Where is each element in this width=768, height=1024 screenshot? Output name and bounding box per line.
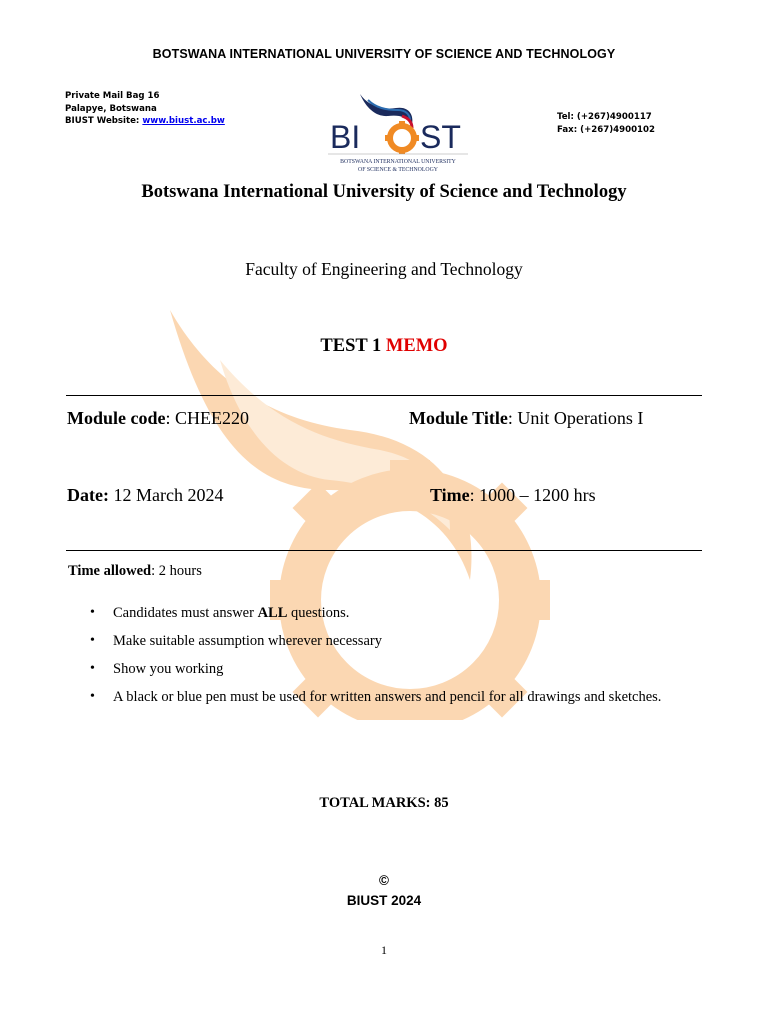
module-code (67, 408, 249, 429)
exam-date (67, 485, 223, 506)
memo-label: MEMO (385, 336, 448, 356)
bottom-divider (66, 550, 702, 551)
time-label: Time (430, 485, 470, 505)
website-line (65, 115, 225, 128)
website-link[interactable]: www.biust.ac.bw (142, 116, 225, 126)
date-value: 12 March 2024 (108, 485, 224, 505)
instruction-emphasis: ALL (257, 605, 288, 621)
logo-gear (390, 126, 414, 150)
logo-caption-1: BOTSWANA INTERNATIONAL UNIVERSITY (340, 159, 456, 165)
instruction-item: • Show you working (90, 658, 661, 686)
module-title (409, 408, 643, 429)
copyright-text: BIUST 2024 (346, 893, 422, 908)
address-block (65, 90, 225, 128)
page-number: 1 (381, 943, 387, 957)
fax-line: Fax: (+267)4900102 (557, 125, 655, 135)
top-title: BOTSWANA INTERNATIONAL UNIVERSITY OF SCIENCE AND TECHNOLOGY (152, 47, 616, 61)
time-allowed-label: Time allowed (68, 563, 152, 579)
university-name: Botswana International University of Science and Technology (141, 182, 627, 202)
exam-time (430, 485, 596, 506)
tel-line: Tel: (+267)4900117 (557, 112, 652, 122)
address-line-1: Private Mail Bag 16 (65, 91, 160, 101)
instruction-item: • A black or blue pen must be used for written answers and pencil for all drawings and sketches. (90, 686, 661, 714)
top-divider (66, 395, 702, 396)
test-label: TEST 1 (320, 336, 386, 356)
instruction-text: questions. (287, 605, 350, 621)
time-allowed (68, 563, 202, 580)
total-marks: TOTAL MARKS: 85 (319, 795, 449, 811)
date-label: Date: (67, 485, 109, 505)
module-code-value: : CHEE220 (165, 408, 249, 428)
module-code-label: Module code (67, 408, 166, 428)
contact-block (557, 111, 655, 137)
time-allowed-value: : 2 hours (151, 563, 202, 579)
logo-wordmark-right: ST (420, 119, 461, 155)
address-line-2: Palapye, Botswana (65, 103, 157, 114)
faculty-name: Faculty of Engineering and Technology (245, 259, 523, 279)
logo-caption-2: OF SCIENCE & TECHNOLOGY (358, 167, 438, 173)
instruction-item (90, 602, 661, 630)
instruction-text: Candidates must answer (113, 605, 258, 621)
module-title-label: Module Title (409, 408, 508, 428)
module-title-value: : Unit Operations I (507, 408, 644, 428)
instructions-list (90, 602, 661, 714)
website-label: BIUST Website: (65, 116, 143, 126)
instruction-item: • Make suitable assumption wherever necessary (90, 630, 661, 658)
copyright-block (0, 871, 768, 911)
time-value: : 1000 – 1200 hrs (469, 485, 596, 505)
logo-wordmark-left: BI (330, 119, 361, 155)
copyright-symbol: © (379, 873, 389, 888)
biust-logo (328, 88, 468, 180)
test-title (0, 336, 768, 357)
